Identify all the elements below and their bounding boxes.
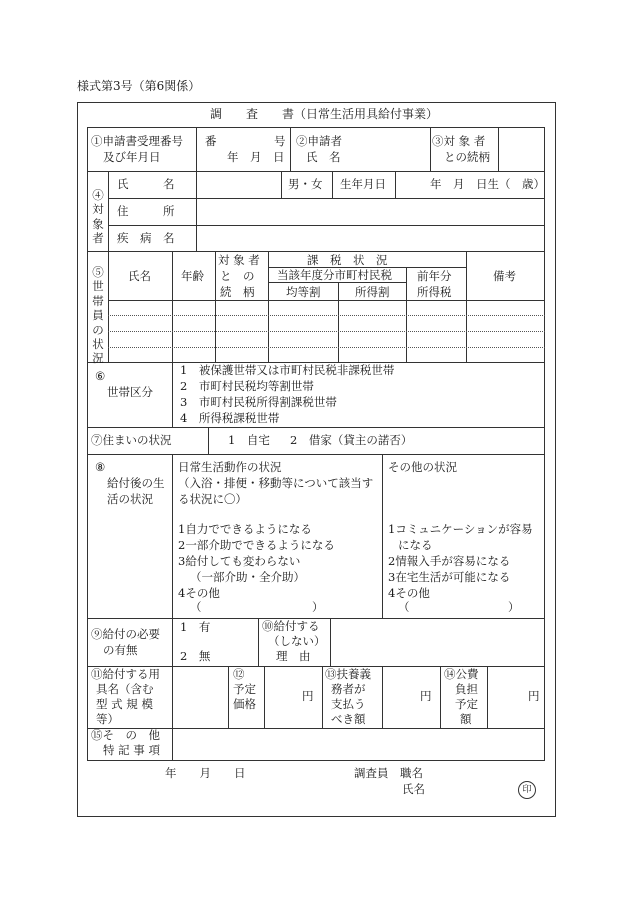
ban-label: 番 bbox=[205, 134, 217, 148]
household-class-label: 世帯区分 bbox=[107, 385, 153, 399]
yen-unit: 円 bbox=[302, 689, 314, 703]
form-title: 調 査 書（日常生活用具給付事業） bbox=[210, 107, 439, 121]
col-prev-2: 所得税 bbox=[417, 285, 452, 299]
col-tax-year: 当該年度分市町村民税 bbox=[277, 268, 392, 282]
residence-own: 1 自宅 bbox=[228, 433, 270, 447]
need-yes: 1 有 bbox=[180, 620, 211, 634]
inspector-title: 調査員 職名 bbox=[354, 766, 423, 780]
price-label: 予定 bbox=[233, 682, 256, 696]
support-label: べき額 bbox=[331, 712, 366, 726]
go-label: 号 bbox=[274, 134, 286, 148]
after-status-label-2: 活の状況 bbox=[107, 492, 153, 506]
daily-activity-note: （入浴・排便・移動等について該当す bbox=[178, 476, 374, 490]
price-num: ⑫ bbox=[233, 667, 245, 681]
other-option: になる bbox=[398, 538, 433, 552]
other-option: 4その他 bbox=[388, 586, 430, 600]
public-label: ⑭公費 bbox=[444, 667, 479, 681]
daily-option: 1自力でできるようになる bbox=[178, 522, 312, 536]
daily-other-paren-open: （ bbox=[190, 600, 202, 614]
col-tax-status: 課 税 状 況 bbox=[307, 253, 388, 267]
daily-option: 3給付しても変わらない bbox=[178, 554, 301, 568]
col-age: 年齢 bbox=[181, 269, 204, 283]
need-label: ⑨給付の必要 bbox=[91, 627, 160, 641]
need-label-2: の有無 bbox=[103, 643, 138, 657]
other-paren-close: ） bbox=[508, 600, 520, 614]
daily-activity-title: 日常生活動作の状況 bbox=[178, 460, 282, 474]
household-header: ⑤世帯員の状況 bbox=[92, 265, 104, 366]
receipt-date-field: 年 月 日 bbox=[227, 150, 285, 164]
household-class-option: 1 被保護世帯又は市町村民税非課税世帯 bbox=[180, 363, 395, 377]
price-label-2: 価格 bbox=[233, 697, 256, 711]
disease-label: 疾 病 名 bbox=[117, 231, 175, 245]
public-label: 予定 bbox=[455, 697, 478, 711]
inspector-name-label: 氏名 bbox=[402, 782, 425, 796]
other-option: 1コミュニケーションが容易 bbox=[388, 522, 533, 536]
relationship-label: ③対 象 者 bbox=[432, 134, 486, 148]
device-label: 具名（含む bbox=[96, 682, 154, 696]
reason-label-2: （しない） bbox=[268, 634, 326, 648]
form-number: 様式第3号（第6関係） bbox=[77, 79, 201, 93]
col-rel-3: 続 柄 bbox=[220, 285, 255, 299]
device-label: 等） bbox=[96, 712, 119, 726]
col-income-levy: 所得割 bbox=[355, 285, 390, 299]
other-paren-open: （ bbox=[398, 600, 410, 614]
col-rel-1: 対 象 者 bbox=[218, 253, 260, 267]
daily-option: （一部介助・全介助） bbox=[190, 570, 305, 584]
col-rel-2: と の bbox=[220, 269, 255, 283]
reason-label: ⑩給付する bbox=[262, 619, 320, 633]
reason-label-3: 理 由 bbox=[276, 649, 311, 663]
device-label: 型 式 規 模 bbox=[96, 697, 153, 711]
address-label: 住 所 bbox=[117, 204, 175, 218]
yen-unit: 円 bbox=[420, 689, 432, 703]
sex-options: 男・女 bbox=[288, 177, 323, 191]
support-label: 支払う bbox=[331, 697, 366, 711]
seal-icon: 印 bbox=[518, 781, 536, 799]
col-name: 氏名 bbox=[128, 269, 151, 283]
household-class-option: 3 市町村民税所得割課税世帯 bbox=[180, 395, 337, 409]
other-status-title: その他の状況 bbox=[388, 460, 457, 474]
dob-field: 年 月 日生（ 歳） bbox=[430, 177, 545, 191]
subject-name-label: 氏 名 bbox=[117, 177, 175, 191]
after-status-num: ⑧ bbox=[95, 460, 106, 474]
residence-rent: 2 借家（貸主の諾否） bbox=[290, 433, 413, 447]
remarks-label: ⑮そ の 他 bbox=[91, 728, 160, 742]
receipt-number-label: ①申請書受理番号 bbox=[91, 134, 183, 148]
other-option: 2情報入手が容易になる bbox=[388, 554, 511, 568]
remarks-label-2: 特 記 事 項 bbox=[103, 743, 160, 757]
survey-date: 年 月 日 bbox=[165, 766, 246, 780]
applicant-name-label: 氏 名 bbox=[306, 150, 341, 164]
public-label: 額 bbox=[460, 712, 472, 726]
relationship-label-2: との続柄 bbox=[444, 150, 490, 164]
other-option: 3在宅生活が可能になる bbox=[388, 570, 511, 584]
residence-label: ⑦住まいの状況 bbox=[91, 433, 172, 447]
subject-header: ④対象者 bbox=[92, 188, 104, 246]
col-equal-levy: 均等割 bbox=[286, 285, 321, 299]
public-label: 負担 bbox=[455, 682, 478, 696]
dob-label: 生年月日 bbox=[340, 177, 386, 191]
daily-other-paren-close: ） bbox=[312, 600, 324, 614]
daily-option: 2一部介助でできるようになる bbox=[178, 538, 335, 552]
household-class-option: 2 市町村民税均等割世帯 bbox=[180, 379, 314, 393]
support-label: ⑬扶養義 bbox=[325, 667, 371, 681]
applicant-label: ②申請者 bbox=[296, 134, 342, 148]
daily-option: 4その他 bbox=[178, 586, 220, 600]
yen-unit: 円 bbox=[528, 689, 540, 703]
after-status-label: 給付後の生 bbox=[107, 476, 165, 490]
col-note: 備考 bbox=[493, 269, 516, 283]
col-prev-1: 前年分 bbox=[417, 269, 452, 283]
receipt-date-label: 及び年月日 bbox=[103, 150, 161, 164]
support-label: 務者が bbox=[331, 682, 366, 696]
daily-activity-note-2: る状況に〇） bbox=[178, 492, 247, 506]
household-class-num: ⑥ bbox=[95, 369, 106, 383]
device-label: ⑪給付する用 bbox=[91, 667, 160, 681]
household-class-option: 4 所得税課税世帯 bbox=[180, 411, 280, 425]
need-no: 2 無 bbox=[180, 649, 211, 663]
